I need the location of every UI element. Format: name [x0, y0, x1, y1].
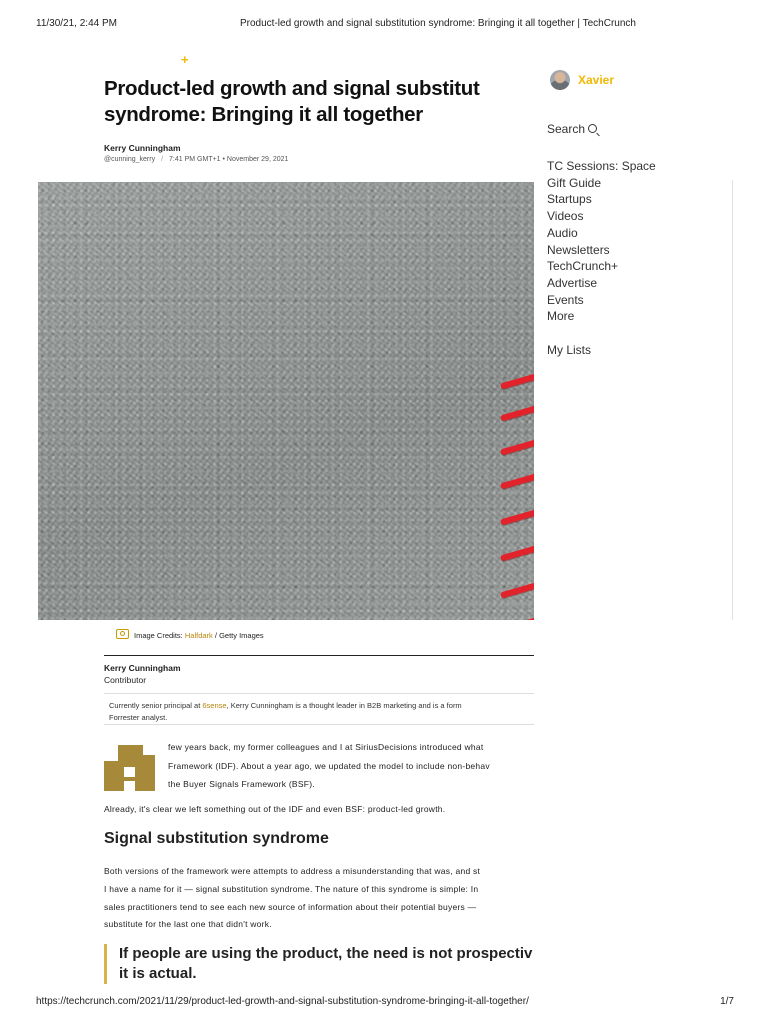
- intro-line-3: the Buyer Signals Framework (BSF).: [168, 779, 315, 789]
- bio-text: , Kerry Cunningham is a thought leader in B2B marketing and is a form: [226, 701, 462, 710]
- print-url: https://techcrunch.com/2021/11/29/product-led-growth-and-signal-substitution-syndrome-bringing-it-all-together/: [36, 996, 529, 1007]
- image-credits-source: / Getty Images: [214, 631, 264, 640]
- my-lists-link[interactable]: My Lists: [547, 343, 592, 357]
- sidebar-divider: [732, 180, 733, 620]
- byline-meta: [104, 156, 288, 163]
- contributor-name-link[interactable]: Kerry Cunningham: [104, 663, 181, 673]
- nav-item-tc-sessions-space[interactable]: TC Sessions: Space: [547, 159, 656, 173]
- article-headline: [104, 76, 534, 128]
- nav-item-audio[interactable]: Audio: [547, 225, 578, 240]
- search-button[interactable]: [547, 122, 597, 136]
- headline-line-1: Product-led growth and signal substitut: [104, 77, 480, 100]
- paragraph-2: Already, it's clear we left something out of the IDF and even BSF: product-led growth.: [104, 804, 446, 814]
- paragraph-3-line-3: sales practitioners tend to see each new source of information about their potential buyers —: [104, 902, 477, 912]
- nav-item-videos[interactable]: Videos: [547, 209, 584, 224]
- user-avatar[interactable]: [550, 70, 570, 90]
- headline-line-2: syndrome: Bringing it all together: [104, 103, 423, 126]
- techcrunch-plus-icon[interactable]: +: [181, 52, 189, 67]
- publish-timestamp: 7:41 PM GMT+1 • November 29, 2021: [169, 156, 289, 163]
- stitch-decoration: [500, 373, 534, 390]
- pullquote: [119, 944, 532, 984]
- stitch-decoration: [500, 582, 534, 599]
- nav-item-events[interactable]: Events: [547, 292, 584, 307]
- print-datetime: 11/30/21, 2:44 PM: [36, 18, 117, 29]
- stitch-decoration: [500, 509, 534, 526]
- camera-icon: [116, 629, 129, 639]
- paragraph-3-line-1: Both versions of the framework were attempts to address a misunderstanding that was, and st: [104, 866, 481, 876]
- intro-line-2: Framework (IDF). About a year ago, we updated the model to include non-behav: [168, 761, 490, 771]
- image-credits: [116, 629, 264, 640]
- nav-item-techcrunch-plus[interactable]: TechCrunch+: [547, 259, 619, 274]
- stitch-decoration: [500, 545, 534, 562]
- paragraph-3-line-2: I have a name for it — signal substitution syndrome. The nature of this syndrome is simple: In: [104, 884, 479, 894]
- image-credits-label: Image Credits:: [134, 631, 183, 640]
- company-link[interactable]: 6sense: [202, 701, 227, 710]
- pullquote-bar: [104, 944, 107, 984]
- bio-line-1: [109, 701, 462, 710]
- hero-image: [38, 182, 534, 620]
- nav-item-more[interactable]: More: [547, 309, 575, 324]
- byline-separator: /: [161, 156, 164, 163]
- drop-cap-a-icon: [104, 745, 155, 791]
- stitch-decoration: [500, 473, 534, 490]
- intro-line-1: few years back, my former colleagues and I at SiriusDecisions introduced what: [168, 742, 484, 752]
- search-label: Search: [547, 122, 586, 136]
- stitch-decoration: [500, 617, 534, 620]
- user-name-link[interactable]: Xavier: [578, 73, 615, 87]
- contributor-role: Contributor: [104, 675, 147, 685]
- author-handle-link[interactable]: @cunning_kerry: [104, 156, 156, 163]
- stitch-decoration: [500, 439, 534, 456]
- search-icon: [588, 124, 597, 133]
- section-heading: Signal substitution syndrome: [104, 830, 329, 847]
- contributor-bio: [104, 693, 534, 725]
- pullquote-line-2: it is actual.: [119, 965, 197, 982]
- sidebar-nav: [547, 158, 656, 325]
- print-document-title: Product-led growth and signal substitution syndrome: Bringing it all together | TechCrunch: [240, 18, 636, 29]
- nav-item-gift-guide[interactable]: Gift Guide: [547, 175, 602, 190]
- bio-divider: [104, 655, 534, 656]
- paragraph-3-line-4: substitute for the last one that didn't work.: [104, 919, 272, 929]
- bio-text: Currently senior principal at: [109, 701, 203, 710]
- nav-item-newsletters[interactable]: Newsletters: [547, 242, 610, 257]
- bio-line-2: Forrester analyst.: [109, 713, 168, 722]
- print-page-indicator: 1/7: [720, 996, 734, 1007]
- nav-item-startups[interactable]: Startups: [547, 192, 592, 207]
- image-credits-link[interactable]: Halfdark: [184, 631, 213, 640]
- author-link[interactable]: Kerry Cunningham: [104, 143, 181, 153]
- nav-item-advertise[interactable]: Advertise: [547, 275, 598, 290]
- stitch-decoration: [500, 405, 534, 422]
- pullquote-line-1: If people are using the product, the need is not prospectiv: [119, 945, 533, 962]
